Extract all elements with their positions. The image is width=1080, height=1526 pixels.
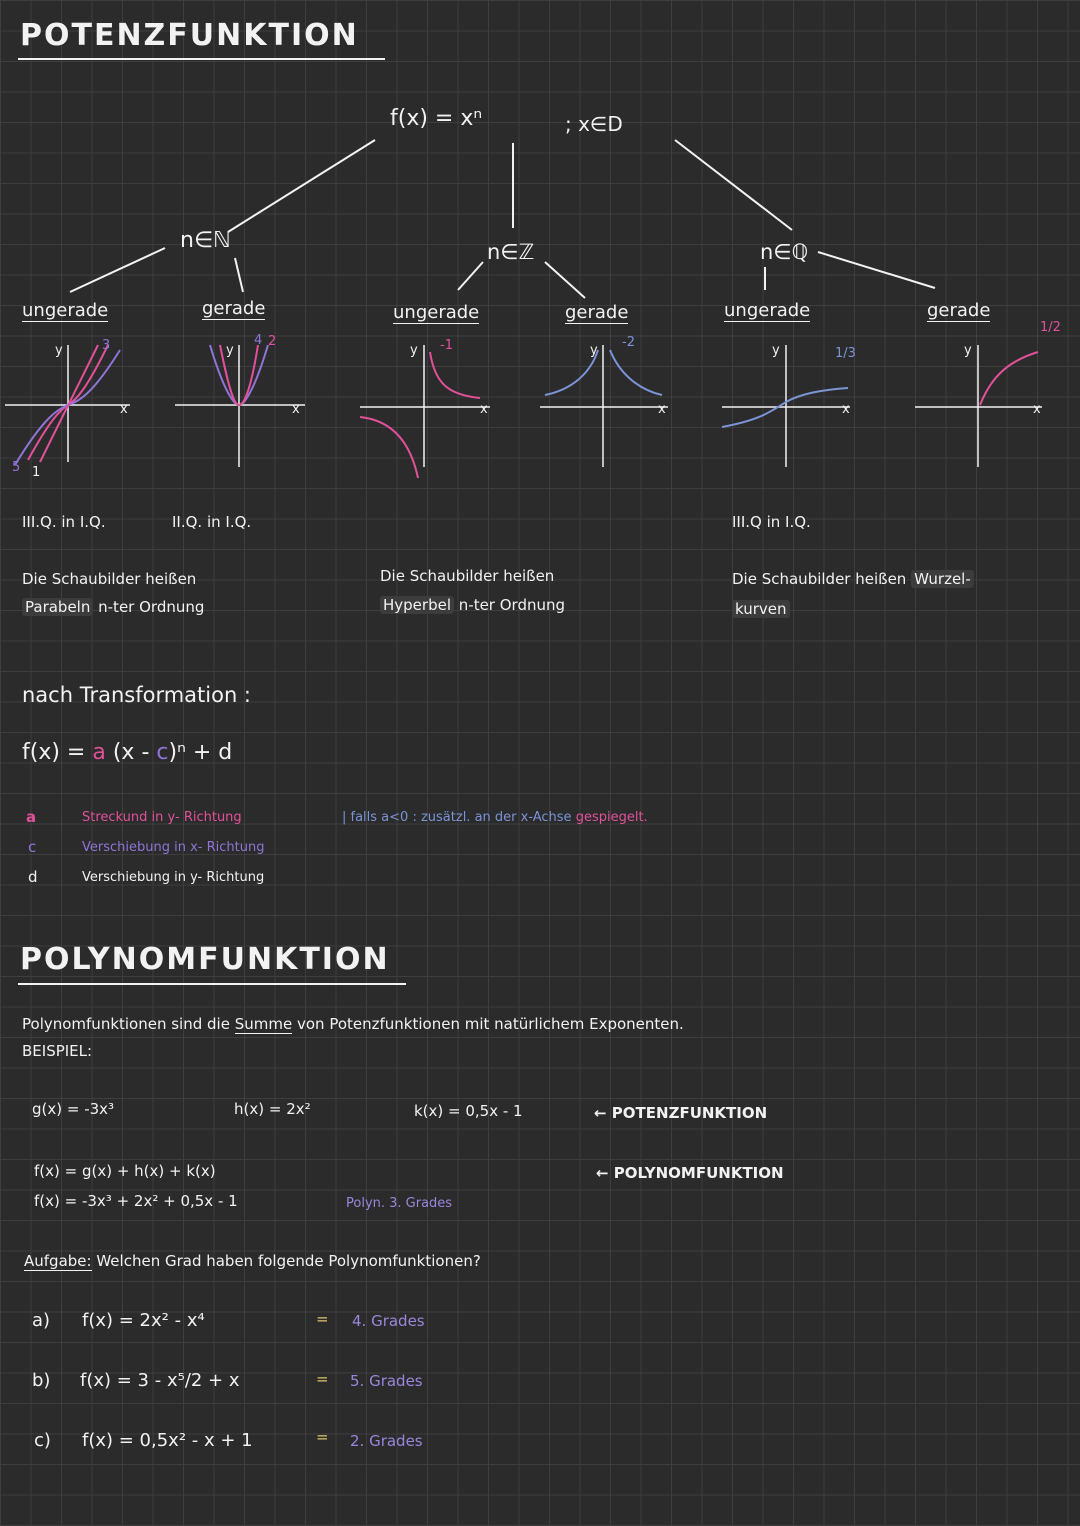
natural-odd-quadrants: III.Q. in I.Q. [22, 513, 106, 531]
task-a-answer: 4. Grades [352, 1312, 425, 1330]
plot2-label-2: 2 [268, 334, 277, 349]
highlight-hyperbel: Hyperbel [380, 596, 454, 614]
plot4-label: -2 [622, 335, 635, 350]
example-g: g(x) = -3x³ [32, 1100, 115, 1118]
negative-a-note: | falls a<0 : zusätzl. an der x-Achse gespiegelt. [342, 810, 648, 825]
plot5-x-axis-label: x [842, 402, 850, 417]
example-h: h(x) = 2x² [234, 1100, 311, 1118]
param-key-d: d [28, 868, 38, 886]
curve-x1 [40, 345, 98, 462]
param-text-d: Verschiebung in y- Richtung [82, 870, 265, 885]
natural-desc-line2: Parabeln n-ter Ordnung [22, 598, 204, 616]
plot4-x-axis-label: x [658, 402, 666, 417]
branch-n-integer: n∈ℤ [487, 240, 535, 264]
natural-even-label: gerade [202, 298, 266, 319]
section-title-potenz: POTENZFUNKTION [20, 18, 359, 53]
arrow-polynomfunktion: ← POLYNOMFUNKTION [596, 1164, 784, 1182]
rational-desc-line1: Die Schaubilder heißen Wurzel- [732, 570, 974, 588]
task-c-expr: f(x) = 0,5x² - x + 1 [82, 1430, 253, 1451]
task-c-label: c) [34, 1430, 51, 1451]
task-a-eq: = [316, 1310, 329, 1328]
plot6-x-axis-label: x [1033, 402, 1041, 417]
plot2-label-4: 4 [254, 333, 263, 348]
natural-odd-label: ungerade [22, 300, 109, 321]
param-text-a: Streckund in y- Richtung [82, 810, 242, 825]
plot3-x-axis-label: x [480, 402, 488, 417]
plot5-label: 1/3 [835, 346, 856, 361]
plot1-label-1: 1 [32, 465, 41, 480]
highlight-kurven: kurven [732, 600, 790, 618]
plot4-y-axis-label: y [590, 343, 598, 358]
task-c-eq: = [316, 1428, 329, 1446]
arrow-potenzfunktion: ← POTENZFUNKTION [594, 1104, 768, 1122]
highlight-wurzel: Wurzel- [911, 570, 974, 588]
integer-desc-line1: Die Schaubilder heißen [380, 567, 555, 585]
main-formula: f(x) = xⁿ [390, 106, 483, 131]
plot1-label-5: 5 [12, 460, 21, 475]
rational-even-label: gerade [927, 300, 991, 321]
integer-desc-line2: Hyperbel n-ter Ordnung [380, 596, 565, 614]
formula-domain: ; x∈D [565, 112, 623, 136]
plot6-y-axis-label: y [964, 343, 972, 358]
sum-line: f(x) = g(x) + h(x) + k(x) [34, 1162, 216, 1180]
example-k: k(x) = 0,5x - 1 [414, 1102, 523, 1120]
task-c-answer: 2. Grades [350, 1432, 423, 1450]
plot3-y-axis-label: y [410, 343, 418, 358]
rational-odd-quadrants: III.Q in I.Q. [732, 513, 811, 531]
plot5-y-axis-label: y [772, 343, 780, 358]
task-heading: Aufgabe: Welchen Grad haben folgende Polynomfunktionen? [24, 1252, 481, 1270]
degree-note: Polyn. 3. Grades [346, 1196, 453, 1211]
transform-heading: nach Transformation : [22, 683, 252, 707]
natural-even-quadrants: II.Q. in I.Q. [172, 513, 252, 531]
beispiel-label: BEISPIEL: [22, 1042, 93, 1060]
section-title-polynom: POLYNOMFUNKTION [20, 942, 390, 977]
title-underline [18, 58, 385, 60]
integer-odd-label: ungerade [393, 302, 480, 323]
rational-odd-label: ungerade [724, 300, 811, 321]
highlight-summe: Summe [234, 1015, 293, 1033]
task-a-expr: f(x) = 2x² - x⁴ [82, 1310, 205, 1331]
curve-hyp1b [360, 417, 418, 478]
plot2-y-axis-label: y [226, 343, 234, 358]
rational-desc-line2 [732, 600, 790, 618]
curve-hyp2b [610, 350, 662, 395]
curve-root2 [980, 352, 1038, 405]
branch-n-natural: n∈ℕ [180, 228, 231, 253]
param-key-c: c [28, 838, 37, 856]
transform-formula: f(x) = a (x - c)ⁿ + d [22, 740, 233, 765]
integer-even-label: gerade [565, 302, 629, 323]
plot1-x-axis-label: x [120, 402, 128, 417]
plot2-x-axis-label: x [292, 402, 300, 417]
task-b-expr: f(x) = 3 - x⁵/2 + x [80, 1370, 240, 1391]
curve-hyp1a [430, 352, 480, 398]
task-a-label: a) [32, 1310, 51, 1331]
expanded-line: f(x) = -3x³ + 2x² + 0,5x - 1 [34, 1192, 238, 1210]
plot6-label: 1/2 [1040, 320, 1061, 335]
axes [5, 345, 1042, 467]
param-key-a: a [26, 808, 37, 826]
plot3-label: -1 [440, 338, 453, 353]
title-underline-polynom [18, 983, 406, 985]
polynom-definition: Polynomfunktionen sind die Summe von Potenzfunktionen mit natürlichem Exponenten. [22, 1015, 684, 1033]
task-b-answer: 5. Grades [350, 1372, 423, 1390]
branch-n-rational: n∈ℚ [760, 240, 809, 264]
natural-desc-line1: Die Schaubilder heißen [22, 570, 197, 588]
task-b-label: b) [32, 1370, 51, 1391]
task-b-eq: = [316, 1370, 329, 1388]
highlight-parabeln: Parabeln [22, 598, 93, 616]
plot1-label-3: 3 [102, 338, 111, 353]
param-text-c: Verschiebung in x- Richtung [82, 840, 265, 855]
plot1-y-axis-label: y [55, 343, 63, 358]
